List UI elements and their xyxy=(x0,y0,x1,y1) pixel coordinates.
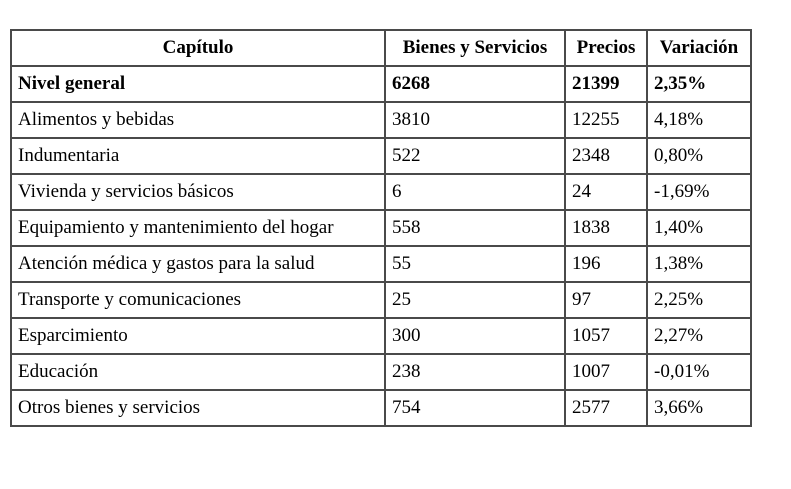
table-row xyxy=(11,390,751,426)
cell-variacion: 1,38% xyxy=(647,246,751,282)
cell-precios: 2348 xyxy=(565,138,647,174)
header-capitulo: Capítulo xyxy=(11,30,385,66)
cell-capitulo: Esparcimiento xyxy=(11,318,385,354)
cell-precios: 1007 xyxy=(565,354,647,390)
cell-bienes: 754 xyxy=(385,390,565,426)
cell-precios: 2577 xyxy=(565,390,647,426)
cell-precios: 1057 xyxy=(565,318,647,354)
cell-precios: 1838 xyxy=(565,210,647,246)
cell-bienes: 238 xyxy=(385,354,565,390)
table-row xyxy=(11,282,751,318)
table-row xyxy=(11,102,751,138)
cell-bienes: 6 xyxy=(385,174,565,210)
cell-bienes: 6268 xyxy=(385,66,565,102)
cell-capitulo: Vivienda y servicios básicos xyxy=(11,174,385,210)
price-index-table xyxy=(10,29,752,427)
cell-precios: 24 xyxy=(565,174,647,210)
cell-capitulo: Equipamiento y mantenimiento del hogar xyxy=(11,210,385,246)
cell-precios: 21399 xyxy=(565,66,647,102)
cell-variacion: -1,69% xyxy=(647,174,751,210)
cell-bienes: 25 xyxy=(385,282,565,318)
table-row-nivel-general xyxy=(11,66,751,102)
cell-capitulo: Transporte y comunicaciones xyxy=(11,282,385,318)
table-row xyxy=(11,210,751,246)
cell-bienes: 3810 xyxy=(385,102,565,138)
cell-capitulo: Atención médica y gastos para la salud xyxy=(11,246,385,282)
cell-capitulo: Alimentos y bebidas xyxy=(11,102,385,138)
cell-variacion: 3,66% xyxy=(647,390,751,426)
cell-precios: 97 xyxy=(565,282,647,318)
cell-variacion: 1,40% xyxy=(647,210,751,246)
cell-bienes: 522 xyxy=(385,138,565,174)
cell-variacion: 2,27% xyxy=(647,318,751,354)
header-precios: Precios xyxy=(565,30,647,66)
table-row xyxy=(11,174,751,210)
cell-bienes: 558 xyxy=(385,210,565,246)
table-header xyxy=(11,30,751,66)
cell-precios: 12255 xyxy=(565,102,647,138)
table-row xyxy=(11,138,751,174)
cell-capitulo: Nivel general xyxy=(11,66,385,102)
cell-capitulo: Indumentaria xyxy=(11,138,385,174)
cell-bienes: 300 xyxy=(385,318,565,354)
cell-variacion: 2,25% xyxy=(647,282,751,318)
header-row xyxy=(11,30,751,66)
cell-capitulo: Educación xyxy=(11,354,385,390)
table-body xyxy=(11,66,751,426)
cell-bienes: 55 xyxy=(385,246,565,282)
header-bienes-servicios: Bienes y Servicios xyxy=(385,30,565,66)
table-row xyxy=(11,318,751,354)
cell-variacion: 4,18% xyxy=(647,102,751,138)
cell-variacion: 0,80% xyxy=(647,138,751,174)
table-row xyxy=(11,354,751,390)
cell-precios: 196 xyxy=(565,246,647,282)
cell-capitulo: Otros bienes y servicios xyxy=(11,390,385,426)
header-variacion: Variación xyxy=(647,30,751,66)
cell-variacion: -0,01% xyxy=(647,354,751,390)
cell-variacion: 2,35% xyxy=(647,66,751,102)
table-row xyxy=(11,246,751,282)
